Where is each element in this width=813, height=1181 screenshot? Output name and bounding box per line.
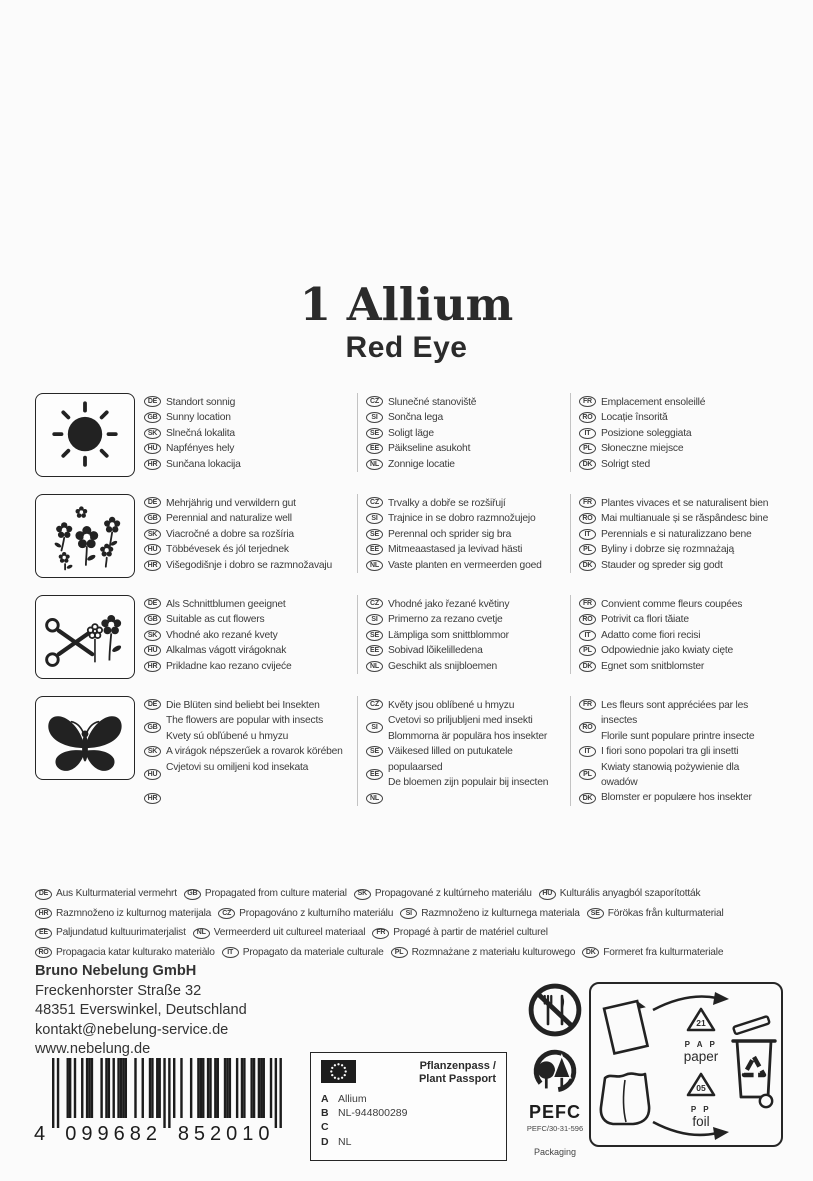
- translation-text: Slunečné stanoviště: [387, 397, 477, 408]
- translations: [388, 395, 564, 472]
- barcode-digits-left: 099682: [65, 1123, 163, 1144]
- translation-text: Slnečná lokalita: [166, 427, 235, 439]
- propagation-text: Kulturális anyagból szaporították: [559, 888, 701, 899]
- company-street: Freckenhorster Straße 32: [35, 982, 202, 999]
- plant-passport-fields: [321, 1092, 496, 1149]
- language-column: [144, 595, 357, 674]
- translation-text: Egnet som snitblomster: [600, 660, 705, 672]
- translations: [601, 698, 777, 806]
- translation-text: Solrigt sted: [600, 458, 651, 470]
- propagation-text: Rozmnażane z materiału kulturowego: [411, 946, 576, 958]
- info-row: [35, 595, 783, 679]
- cut-flowers-icon: [39, 599, 131, 675]
- butterfly-icon-box: [35, 696, 135, 780]
- lang-badge-dk: DK: [582, 947, 599, 958]
- propagation-line: [35, 883, 795, 903]
- lang-badge-se: SE: [366, 746, 383, 757]
- lang-badge-gb: GB: [144, 412, 161, 423]
- propagation-item: [193, 925, 366, 942]
- lang-badge-ro: RO: [579, 513, 596, 524]
- lang-badge-dk: DK: [579, 793, 596, 804]
- lang-badge-si: SI: [366, 412, 383, 423]
- language-badges: [366, 496, 383, 573]
- translation-text: Convient comme fleurs coupées: [600, 599, 743, 610]
- lang-badge-nl: NL: [193, 928, 210, 939]
- translation-text: Mai multianuale și se răspândesc bine: [600, 513, 769, 525]
- lang-badge-cz: CZ: [218, 908, 235, 919]
- translation-text: Mehrjährig und verwildern gut: [166, 498, 296, 509]
- language-column: [570, 393, 783, 472]
- lang-badge-si: SI: [400, 908, 417, 919]
- propagation-item: [35, 925, 186, 942]
- lang-badge-pl: PL: [579, 544, 596, 555]
- certification-column: [512, 982, 598, 1157]
- propagation-item: [539, 886, 701, 903]
- cut-flowers-icon-box: [35, 595, 135, 679]
- translation-text: Prikladne kao rezano cvijeće: [166, 660, 292, 672]
- translations: [388, 597, 564, 674]
- translation-text: Sunny location: [166, 412, 231, 424]
- lang-badge-ro: RO: [579, 614, 596, 625]
- translation-text: Blomster er populære hos insekter: [600, 792, 752, 804]
- recycling-panel: [589, 982, 783, 1147]
- translation-text: Perennials e si naturalizzano bene: [600, 528, 752, 540]
- propagation-item: [372, 925, 548, 942]
- propagation-text: Förökas från kulturmaterial: [607, 907, 724, 919]
- lang-badge-hr: HR: [144, 560, 161, 571]
- propagation-note: [35, 883, 795, 961]
- translation-text: Cvjetovi su omiljeni kod insekata: [166, 761, 309, 773]
- propagation-text: Propagacia katar kulturako materiàlo: [56, 946, 215, 958]
- propagation-item: [222, 945, 384, 962]
- passport-field: [321, 1120, 496, 1134]
- translation-text: De bloemen zijn populair bij insecten: [387, 777, 549, 789]
- lang-badge-fr: FR: [579, 598, 596, 609]
- propagation-line: [35, 922, 795, 942]
- language-columns: [144, 696, 783, 806]
- paper-code: 21: [696, 1018, 706, 1028]
- translation-text: Posizione soleggiata: [600, 427, 692, 439]
- lang-badge-it: IT: [579, 529, 596, 540]
- lang-badge-dk: DK: [579, 661, 596, 672]
- propagation-text: Propagato da materiale culturale: [242, 946, 384, 958]
- translation-text: Višegodišnje i dobro se razmnožavaju: [166, 559, 333, 571]
- foil-bag-icon: [595, 1064, 657, 1128]
- recycle-triangle-paper-icon: [685, 1006, 717, 1034]
- translation-text: Vhodné ako rezané kvety: [166, 629, 278, 641]
- passport-field-value: NL: [338, 1135, 352, 1148]
- translation-text: The flowers are popular with insects: [166, 715, 324, 727]
- propagation-text: Propagated from culture material: [204, 888, 347, 899]
- translation-text: Perennal och sprider sig bra: [387, 528, 512, 540]
- passport-field-key: D: [321, 1135, 329, 1148]
- info-row: [35, 393, 783, 477]
- translation-text: Väikesed lilled on putukatele populaarsed: [387, 746, 513, 773]
- propagation-item: [35, 945, 215, 962]
- translation-text: Soligt läge: [387, 427, 434, 439]
- variety-name: Red Eye: [345, 331, 468, 365]
- company-name: Bruno Nebelung GmbH: [35, 963, 197, 979]
- propagation-text: Propagované z kultúrneho materiálu: [374, 888, 532, 899]
- lang-badge-si: SI: [366, 614, 383, 625]
- recycle-bin-icon: [729, 1012, 779, 1110]
- pefc-code: PEFC/30-31-596: [526, 1124, 584, 1133]
- translation-text: Florile sunt populare printre insecte: [600, 730, 755, 742]
- passport-field-value: Allium: [338, 1093, 367, 1105]
- lang-badge-ee: EE: [366, 645, 383, 656]
- lang-badge-sk: SK: [144, 428, 161, 439]
- lang-badge-pl: PL: [579, 769, 596, 780]
- recycling-codes: [673, 1006, 729, 1136]
- lang-badge-fr: FR: [579, 699, 596, 710]
- translation-text: Plantes vivaces et se naturalisent bien: [600, 498, 769, 509]
- translation-text: Les fleurs sont appréciées par les insectes: [600, 700, 749, 727]
- lang-badge-ro: RO: [35, 947, 52, 958]
- lang-badge-cz: CZ: [366, 699, 383, 710]
- lang-badge-hu: HU: [144, 443, 161, 454]
- translation-text: Perennial and naturalize well: [166, 513, 292, 525]
- language-badges: [366, 395, 383, 472]
- propagation-item: [582, 945, 723, 962]
- propagation-item: [391, 945, 576, 962]
- lang-badge-se: SE: [366, 428, 383, 439]
- language-column: [570, 595, 783, 674]
- sun-icon: [39, 397, 131, 473]
- translation-text: I fiori sono popolari tra gli insetti: [600, 746, 739, 758]
- translation-text: Vhodné jako řezané květiny: [387, 599, 510, 610]
- translation-text: Die Blüten sind beliebt bei Insekten: [166, 700, 320, 711]
- bottom-section: [0, 960, 813, 1181]
- translation-text: Byliny i dobrze się rozmnażają: [600, 544, 735, 556]
- language-column: [144, 696, 357, 806]
- language-column: [570, 494, 783, 573]
- translation-text: Stauder og spreder sig godt: [600, 559, 723, 571]
- translation-text: Als Schnittblumen geeignet: [166, 599, 286, 610]
- lang-badge-cz: CZ: [366, 396, 383, 407]
- translation-text: Napfényes hely: [166, 443, 235, 455]
- propagation-line: [35, 903, 795, 923]
- lang-badge-dk: DK: [579, 459, 596, 470]
- foil-material-label: P P: [690, 1105, 712, 1114]
- lang-badge-ee: EE: [366, 443, 383, 454]
- language-badges: [144, 698, 161, 806]
- translation-text: Trvalky a dobře se rozšiřují: [387, 498, 506, 509]
- barcode-digits-right: 852010: [177, 1123, 275, 1144]
- lang-badge-dk: DK: [579, 560, 596, 571]
- passport-field-key: B: [321, 1107, 329, 1120]
- translation-text: Cvetovi so priljubljeni med insekti: [387, 715, 533, 727]
- lang-badge-nl: NL: [366, 459, 383, 470]
- lang-badge-fr: FR: [579, 497, 596, 508]
- translations: [388, 496, 564, 573]
- lang-badge-de: DE: [144, 598, 161, 609]
- language-badges: [144, 496, 161, 573]
- lang-badge-hu: HU: [144, 645, 161, 656]
- lang-badge-hr: HR: [144, 459, 161, 470]
- language-column: [357, 393, 570, 472]
- propagation-item: [184, 886, 347, 903]
- lang-badge-ro: RO: [579, 412, 596, 423]
- plant-passport: [310, 1052, 507, 1161]
- lang-badge-de: DE: [144, 396, 161, 407]
- lang-badge-se: SE: [366, 529, 383, 540]
- foil-code: 05: [696, 1083, 706, 1093]
- info-row: [35, 696, 783, 806]
- translations: [166, 395, 351, 472]
- lang-badge-sk: SK: [144, 630, 161, 641]
- product-title: 1 Allium: [299, 278, 514, 331]
- lang-badge-gb: GB: [144, 614, 161, 625]
- translation-text: Zonnige locatie: [387, 458, 455, 470]
- propagation-item: [400, 906, 580, 923]
- recycle-triangle-foil-icon: [685, 1071, 717, 1099]
- translation-text: Lämpliga som snittblommor: [387, 629, 509, 641]
- lang-badge-it: IT: [579, 428, 596, 439]
- propagation-text: Propagé à partir de matériel culturel: [393, 927, 548, 938]
- translation-text: Geschikt als snijbloemen: [387, 660, 498, 672]
- lang-badge-sk: SK: [354, 889, 371, 900]
- lang-badge-se: SE: [366, 630, 383, 641]
- lang-badge-nl: NL: [366, 661, 383, 672]
- lang-badge-gb: GB: [144, 722, 161, 733]
- translation-text: Adatto come fiori recisi: [600, 629, 701, 641]
- lang-badge-gb: GB: [144, 513, 161, 524]
- language-badges: [366, 698, 383, 806]
- propagation-item: [218, 906, 393, 923]
- passport-field: [321, 1135, 496, 1149]
- company-website: www.nebelung.de: [35, 1041, 151, 1057]
- language-badges: [366, 597, 383, 674]
- language-columns: [144, 393, 783, 472]
- translation-text: Blommorna är populära hos insekter: [387, 730, 548, 742]
- paper-material-label: P A P: [684, 1040, 718, 1049]
- propagation-item: [35, 886, 177, 903]
- translation-text: Primerno za rezano cvetje: [387, 614, 503, 626]
- passport-field-key: C: [321, 1121, 329, 1134]
- language-badges: [144, 395, 161, 472]
- no-food-icon: [527, 982, 583, 1038]
- lang-badge-hr: HR: [35, 908, 52, 919]
- language-column: [357, 696, 570, 806]
- translation-text: Standort sonnig: [166, 397, 236, 408]
- translation-text: Trajnice in se dobro razmnožujejo: [387, 513, 536, 525]
- barcode-digit-first: 4: [34, 1123, 51, 1144]
- lang-badge-it: IT: [222, 947, 239, 958]
- passport-field-value: NL-944800289: [338, 1107, 408, 1120]
- lang-badge-fr: FR: [372, 928, 389, 939]
- lang-badge-hu: HU: [144, 544, 161, 555]
- lang-badge-fr: FR: [579, 396, 596, 407]
- company-city: 48351 Everswinkel, Deutschland: [35, 1002, 247, 1018]
- translations: [166, 597, 351, 674]
- language-badges: [579, 597, 596, 674]
- packaging-label: Packaging: [533, 1147, 577, 1157]
- language-column: [144, 393, 357, 472]
- translation-text: Emplacement ensoleillé: [600, 397, 706, 408]
- plant-passport-title: Pflanzenpass / Plant Passport: [418, 1060, 496, 1085]
- propagation-text: Formeret fra kulturmateriale: [603, 946, 724, 958]
- translations: [601, 496, 777, 573]
- flowers-icon: [39, 498, 131, 574]
- translation-text: Alkalmas vágott virágoknak: [166, 645, 287, 657]
- translation-text: Kvety sú obľúbené u hmyzu: [166, 730, 289, 742]
- translation-text: Sončna lega: [387, 412, 444, 424]
- language-badges: [579, 395, 596, 472]
- paper-sheet-icon: [597, 996, 657, 1060]
- lang-badge-pl: PL: [391, 947, 408, 958]
- language-badges: [579, 698, 596, 806]
- language-column: [357, 595, 570, 674]
- translation-text: Květy jsou oblíbené u hmyzu: [387, 700, 515, 711]
- lang-badge-cz: CZ: [366, 497, 383, 508]
- lang-badge-hu: HU: [539, 889, 556, 900]
- propagation-item: [587, 906, 724, 923]
- translation-text: Többévesek és jól terjednek: [166, 544, 289, 556]
- translation-text: Päikseline asukoht: [387, 443, 471, 455]
- lang-badge-hr: HR: [144, 661, 161, 672]
- translation-text: Locație însorită: [600, 412, 668, 424]
- translation-text: Potrivit ca flori tăiate: [600, 614, 689, 626]
- propagation-text: Razmnoženo iz kulturnega materiala: [421, 907, 580, 919]
- language-columns: [144, 494, 783, 573]
- translations: [388, 698, 564, 806]
- translation-text: Odpowiednie jako kwiaty cięte: [600, 645, 734, 657]
- lang-badge-it: IT: [579, 630, 596, 641]
- lang-badge-nl: NL: [366, 793, 383, 804]
- ean-barcode: [30, 1058, 290, 1149]
- paper-type-label: paper: [683, 1049, 719, 1064]
- translation-text: Vaste planten en vermeerden goed: [387, 559, 542, 571]
- company-email: kontakt@nebelung-service.de: [35, 1021, 229, 1038]
- lang-badge-cz: CZ: [366, 598, 383, 609]
- translation-text: Sunčana lokacija: [166, 458, 241, 470]
- lang-badge-sk: SK: [144, 529, 161, 540]
- company-address: [35, 962, 247, 1060]
- pefc-logo-icon: [526, 1049, 584, 1095]
- passport-field: [321, 1106, 496, 1120]
- butterfly-icon: [39, 700, 131, 776]
- lang-badge-ee: EE: [366, 544, 383, 555]
- info-section: [35, 393, 783, 823]
- lang-badge-si: SI: [366, 513, 383, 524]
- translations: [601, 597, 777, 674]
- translation-text: Kwiaty stanowią pożywienie dla owadów: [600, 761, 740, 789]
- propagation-item: [354, 886, 532, 903]
- propagation-text: Propagováno z kulturního materiálu: [239, 907, 394, 919]
- lang-badge-hr: HR: [144, 793, 161, 804]
- lang-badge-de: DE: [35, 889, 52, 900]
- lang-badge-sk: SK: [144, 746, 161, 757]
- pefc-label: PEFC: [528, 1102, 581, 1122]
- translation-text: Mitmeaastased ja levivad hästi: [387, 544, 523, 556]
- lang-badge-pl: PL: [579, 645, 596, 656]
- plant-passport-header: [321, 1060, 496, 1086]
- lang-badge-ro: RO: [579, 722, 596, 733]
- language-columns: [144, 595, 783, 674]
- ean-barcode-graphic: [30, 1058, 290, 1144]
- lang-badge-ee: EE: [366, 769, 383, 780]
- sun-icon-box: [35, 393, 135, 477]
- foil-type-label: foil: [692, 1114, 710, 1129]
- lang-badge-pl: PL: [579, 443, 596, 454]
- language-column: [570, 696, 783, 806]
- language-column: [144, 494, 357, 573]
- propagation-text: Vermeerderd uit cultureel materiaal: [213, 927, 366, 938]
- lang-badge-gb: GB: [184, 889, 201, 900]
- propagation-text: Razmnoženo iz kulturnog materijala: [56, 907, 212, 919]
- translations: [166, 698, 351, 806]
- lang-badge-it: IT: [579, 746, 596, 757]
- translation-text: Viacročné a dobre sa rozšíria: [166, 528, 294, 540]
- lang-badge-nl: NL: [366, 560, 383, 571]
- language-badges: [579, 496, 596, 573]
- propagation-text: Paljundatud kultuurimaterjalist: [56, 927, 186, 938]
- passport-field-key: A: [321, 1093, 329, 1105]
- translations: [601, 395, 777, 472]
- eu-flag-icon: [321, 1060, 356, 1083]
- info-row: [35, 494, 783, 578]
- translation-text: A virágok népszerűek a rovarok körében: [166, 746, 343, 758]
- propagation-text: Aus Kulturmaterial vermehrt: [56, 888, 177, 899]
- lang-badge-se: SE: [587, 908, 604, 919]
- title-block: [0, 278, 813, 365]
- language-badges: [144, 597, 161, 674]
- language-column: [357, 494, 570, 573]
- lang-badge-hu: HU: [144, 769, 161, 780]
- lang-badge-de: DE: [144, 699, 161, 710]
- lang-badge-de: DE: [144, 497, 161, 508]
- propagation-line: [35, 942, 795, 962]
- translations: [166, 496, 351, 573]
- lang-badge-si: SI: [366, 722, 383, 733]
- lang-badge-ee: EE: [35, 928, 52, 939]
- translation-text: Suitable as cut flowers: [166, 614, 265, 626]
- propagation-item: [35, 906, 211, 923]
- translation-text: Słoneczne miejsce: [600, 443, 684, 455]
- translation-text: Sobivad lõikelilledena: [387, 645, 483, 657]
- passport-field: [321, 1092, 496, 1106]
- flowers-icon-box: [35, 494, 135, 578]
